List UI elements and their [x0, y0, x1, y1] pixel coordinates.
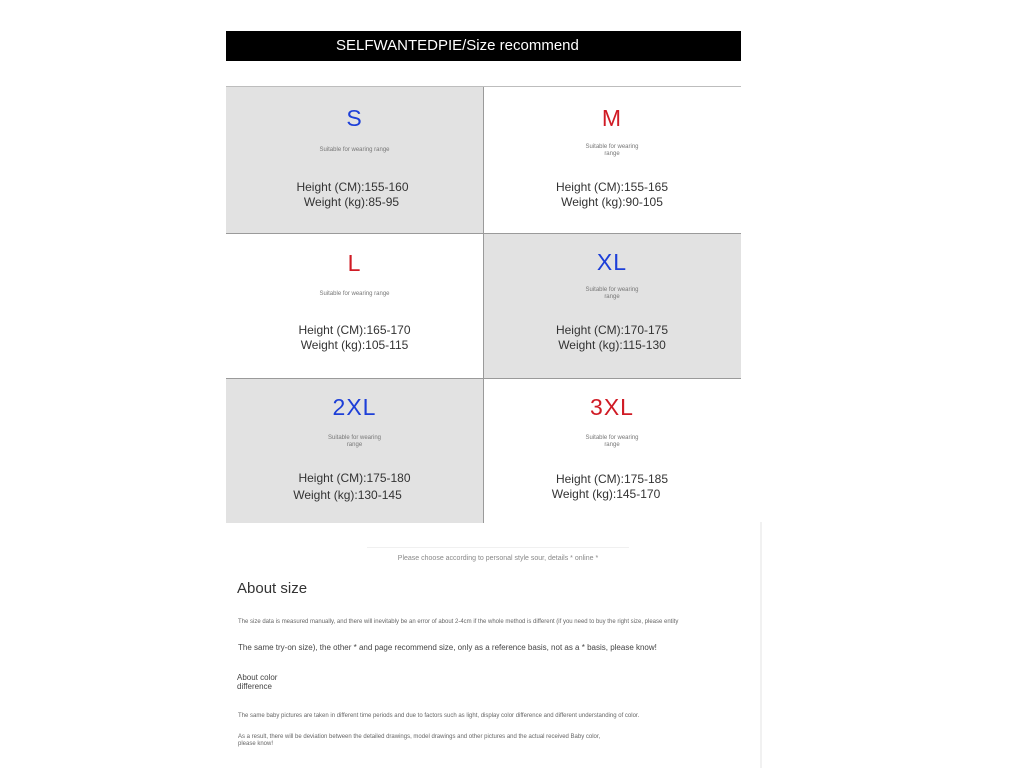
size-label: 2XL	[332, 394, 377, 420]
choose-size-note: Please choose according to personal style sour, details * online *	[367, 547, 629, 568]
weight-range: Weight (kg):115-130	[558, 338, 666, 352]
height-range: Height (CM):155-160	[296, 180, 409, 194]
size-measurements	[483, 323, 741, 353]
banner-title: SELFWANTEDPIE/Size recommend	[336, 37, 579, 54]
suitable-range-label: Suitable for wearing range	[327, 435, 382, 448]
weight-range: Weight (kg):105-115	[300, 338, 409, 352]
suitable-range-label: Suitable for wearing range	[319, 147, 390, 153]
size-measurements	[226, 180, 483, 210]
size-card-3xl	[483, 379, 741, 523]
about-color-text: please know!	[238, 741, 274, 747]
about-size-heading: About size	[237, 580, 308, 597]
size-card-s	[226, 87, 483, 234]
size-measurements	[226, 471, 483, 503]
about-size-text: The size data is measured manually, and there will inevitably be an error of about 2-4cm if the whole method is different (if you need to buy the right size, please entity	[238, 619, 679, 625]
height-range: Height (CM):175-180	[298, 471, 411, 485]
size-card-l	[226, 234, 483, 379]
height-range: Height (CM):165-170	[298, 323, 411, 337]
height-range: Height (CM):155-165	[555, 180, 669, 194]
weight-range: Weight (kg):130-145	[293, 488, 402, 502]
size-recommend-banner	[226, 31, 741, 61]
height-range: Height (CM):170-175	[555, 323, 669, 337]
page-edge-shadow	[760, 522, 762, 768]
height-range: Height (CM):175-185	[555, 472, 669, 486]
suitable-range-label: Suitable for wearing range	[585, 287, 639, 300]
size-measurements	[226, 323, 483, 353]
size-label: 3XL	[590, 394, 634, 420]
size-label: L	[347, 250, 362, 276]
suitable-range-label: Suitable for wearing range	[585, 144, 639, 157]
about-color-text: As a result, there will be deviation between the detailed drawings, model drawings and other pictures and the actual received Baby color,	[238, 734, 601, 740]
suitable-range-label: Suitable for wearing range	[319, 291, 390, 297]
size-card-m	[483, 87, 741, 234]
size-measurements	[483, 180, 741, 210]
about-color-heading: About color difference	[237, 673, 278, 691]
size-label: S	[346, 105, 363, 131]
grid-divider	[483, 87, 484, 523]
suitable-range-label: Suitable for wearing range	[585, 435, 639, 448]
weight-range: Weight (kg):85-95	[303, 195, 400, 209]
about-size-text: The same try-on size), the other * and page recommend size, only as a reference basis, not as a * basis, please know!	[238, 643, 657, 652]
weight-range: Weight (kg):145-170	[551, 487, 661, 501]
size-grid	[226, 86, 741, 523]
size-label: XL	[596, 249, 628, 275]
size-card-xl	[483, 234, 741, 379]
weight-range: Weight (kg):90-105	[561, 195, 663, 209]
size-measurements	[483, 472, 741, 502]
size-label: M	[601, 105, 623, 131]
size-card-2xl	[226, 379, 483, 523]
about-color-text: The same baby pictures are taken in different time periods and due to factors such as light, display color difference and different understanding of color.	[238, 713, 640, 719]
